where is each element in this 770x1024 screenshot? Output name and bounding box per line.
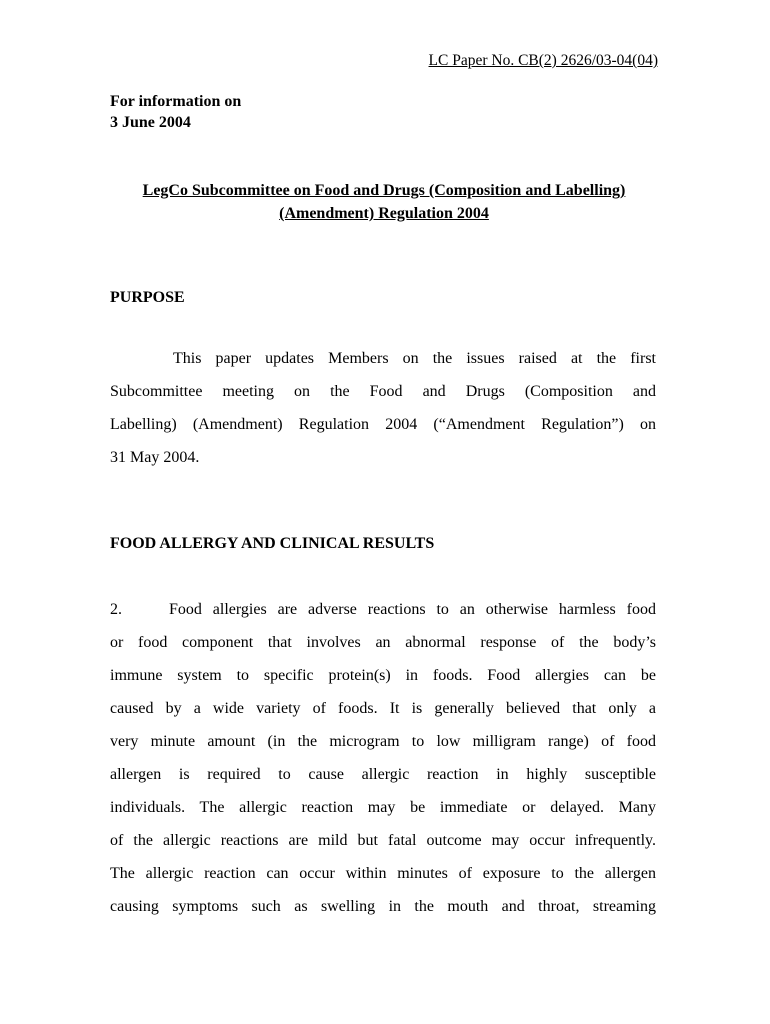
information-label: For information on (110, 93, 242, 110)
information-date-block (110, 91, 241, 133)
information-date: 3 June 2004 (110, 114, 191, 131)
purpose-line: Subcommittee meeting on the Food and Drugs (Composition and (110, 383, 656, 400)
food-allergy-line: very minute amount (in the microgram to low milligram range) of food (110, 733, 656, 750)
food-allergy-line: individuals. The allergic reaction may be immediate or delayed. Many (110, 799, 656, 816)
food-allergy-line: The allergic reaction can occur within minutes of exposure to the allergen (110, 865, 656, 882)
food-allergy-line: caused by a wide variety of foods. It is generally believed that only a (110, 700, 656, 717)
food-allergy-line: Food allergies are adverse reactions to an otherwise harmless food (169, 601, 656, 618)
food-allergy-line: allergen is required to cause allergic reaction in highly susceptible (110, 766, 656, 783)
food-allergy-line: immune system to specific protein(s) in foods. Food allergies can be (110, 667, 656, 684)
food-allergy-heading: FOOD ALLERGY AND CLINICAL RESULTS (110, 535, 435, 552)
food-allergy-paragraph (110, 593, 656, 923)
purpose-line: 31 May 2004. (110, 449, 200, 466)
food-allergy-line: or food component that involves an abnormal response of the body’s (110, 634, 656, 651)
purpose-line: This paper updates Members on the issues raised at the first (173, 350, 656, 367)
food-allergy-line: causing symptoms such as swelling in the mouth and throat, streaming (110, 898, 656, 915)
purpose-line: Labelling) (Amendment) Regulation 2004 (“Amendment Regulation”) on (110, 416, 656, 433)
document-title (110, 179, 658, 225)
purpose-paragraph (110, 342, 656, 474)
title-line-1: LegCo Subcommittee on Food and Drugs (Composition and Labelling) (142, 182, 626, 199)
paragraph-number: 2. (110, 601, 122, 618)
title-line-2: (Amendment) Regulation 2004 (279, 205, 489, 222)
food-allergy-line: of the allergic reactions are mild but fatal outcome may occur infrequently. (110, 832, 656, 849)
purpose-heading: PURPOSE (110, 289, 185, 306)
food-allergy-first-line (110, 593, 656, 626)
paper-number: LC Paper No. CB(2) 2626/03-04(04) (428, 52, 658, 69)
